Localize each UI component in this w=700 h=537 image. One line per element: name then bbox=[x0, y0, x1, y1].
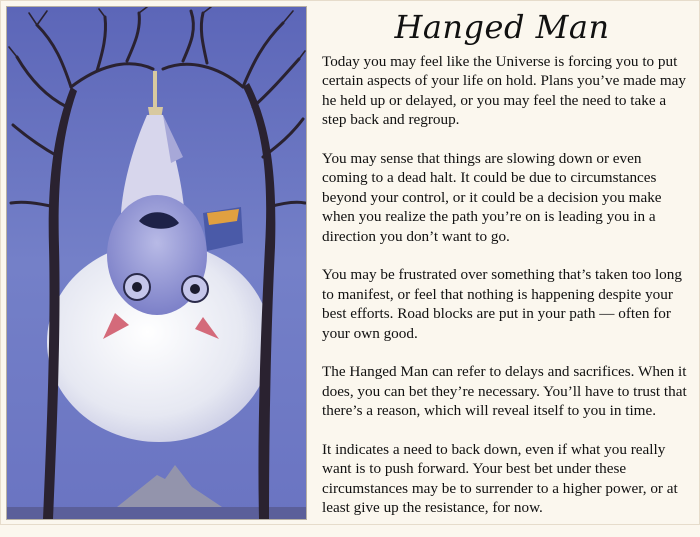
reading-paragraph: You may be frustrated over something that’s taken too long to manifest, or feel that nothing is happening despite your best efforts. Road blocks are put in your path — often for your own good. bbox=[322, 266, 682, 342]
hanged-man-card-illustration bbox=[6, 6, 307, 520]
card-reading bbox=[322, 52, 688, 537]
reading-paragraph: It indicates a need to back down, even if what you really want is to push forward. Your best bet under these circumstances may be to surrender to a higher power, or at least give up the resistance, for now. bbox=[322, 441, 678, 517]
reading-paragraph: The Hanged Man can refer to delays and sacrifices. When it does, you can bet they’re necessary. You’ll have to trust that there’s a reason, which will reveal itself to you in time. bbox=[322, 363, 687, 420]
left-pupil bbox=[132, 282, 142, 292]
card-title: Hanged Man bbox=[394, 8, 610, 46]
reading-paragraph: You may sense that things are slowing down or even coming to a dead halt. It could be due to circumstances beyond your control, or it could be a decision you make when you realize the path you’re on is leading you in a direction you don’t want to go. bbox=[322, 150, 662, 245]
card-illustration-svg bbox=[7, 7, 306, 519]
reading-paragraph: Today you may feel like the Universe is forcing you to put certain aspects of your life on hold. Plans you’ve made may he held up or delayed, or you may feel the need to take a step back and regroup. bbox=[322, 53, 686, 129]
right-pupil bbox=[190, 284, 200, 294]
